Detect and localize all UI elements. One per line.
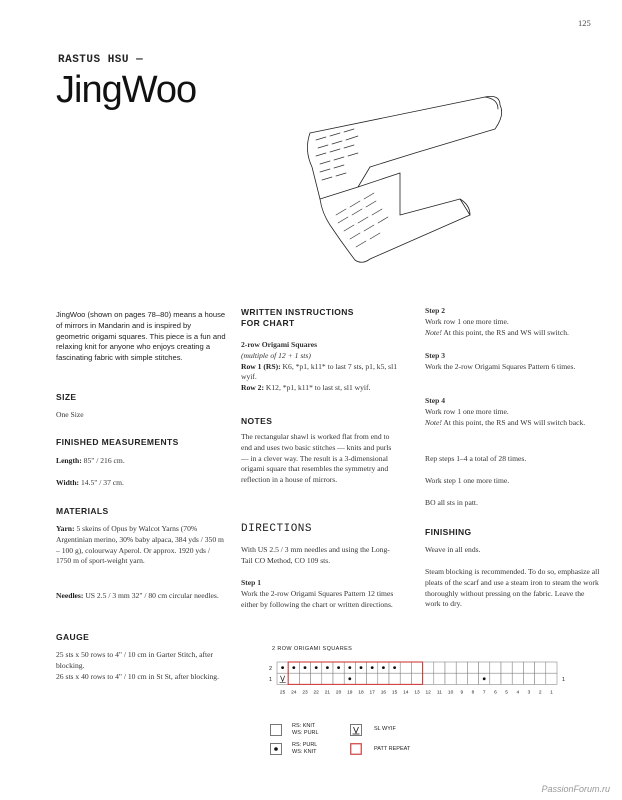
- legend-purl-text: [292, 742, 317, 756]
- chart-cell: [299, 673, 310, 684]
- width-line: [56, 478, 226, 489]
- chart-cell: [535, 662, 546, 673]
- chart-cell: [501, 662, 512, 673]
- purl-dot: [315, 666, 318, 669]
- scarf-illustration: [300, 95, 525, 270]
- page-number: 125: [578, 18, 591, 28]
- written-heading-line1: WRITTEN INSTRUCTIONS: [241, 307, 354, 317]
- purl-dot: [348, 677, 351, 680]
- chart-cell: [523, 673, 534, 684]
- notes-heading: NOTES: [241, 416, 273, 426]
- finishing-heading: FINISHING: [425, 527, 472, 537]
- chart-column-number: 6: [494, 690, 497, 696]
- step2-heading: Step 2: [425, 306, 446, 315]
- chart-column-number: 17: [369, 690, 375, 696]
- chart-cell: [490, 662, 501, 673]
- purl-dot: [393, 666, 396, 669]
- legend-purl-line1: RS: PURL: [292, 742, 318, 748]
- chart-cell: [367, 673, 378, 684]
- step3-heading: Step 3: [425, 351, 446, 360]
- finishing-blocking: Steam blocking is recommended. To do so, emphasize all pleats of the scarf and use a steam iron to steam the work thoroughly without pressing on the fabric. Leave the work to dry.: [425, 567, 600, 609]
- chart-column-number: 8: [471, 690, 475, 696]
- chart-column-number: 12: [425, 690, 431, 696]
- chart-cell: [523, 662, 534, 673]
- chart-column-number: 1: [550, 690, 553, 696]
- legend-repeat-text: PATT REPEAT: [374, 746, 411, 752]
- chart-row-label: 2: [269, 665, 273, 672]
- chart-cell: [445, 662, 456, 673]
- chart-cell: [445, 673, 456, 684]
- chart-column-number: 23: [302, 690, 308, 696]
- step2-note-text: At this point, the RS and WS will switch.: [441, 328, 569, 337]
- chart-cell: [423, 673, 434, 684]
- intro-text: JingWoo (shown on pages 78–80) means a house of mirrors in Mandarin and is inspired by geometric origami squares. This piece is a fun and relaxing knit for anyone who enjoys creating a fascinating fabric with simple stitches.: [56, 310, 226, 363]
- step4-heading: Step 4: [425, 396, 446, 405]
- legend-slip-text: SL WYIF: [374, 726, 396, 732]
- notes-text: The rectangular shawl is worked flat from end to end and uses two basic stitches — knits and purls — in a clever way. The result is a 3-dimensional origami square that resembles the symmetry and reflection in a house of mirrors.: [241, 432, 392, 485]
- gauge-garter: 25 sts x 50 rows to 4" / 10 cm in Garter Stitch, after blocking.: [56, 650, 214, 670]
- legend-knit-line1: RS: KNIT: [292, 723, 316, 729]
- purl-dot: [360, 666, 363, 669]
- finished-measurements-heading: FINISHED MEASUREMENTS: [56, 437, 179, 447]
- chart-cell: [535, 673, 546, 684]
- chart-column-number: 16: [380, 690, 387, 696]
- chart-cell: [333, 673, 344, 684]
- row1-label: Row 1 (RS):: [241, 361, 281, 371]
- chart-column-number: 4: [516, 690, 520, 696]
- chart-column-number: 10: [447, 690, 454, 696]
- repeat-steps: Rep steps 1–4 a total of 28 times.: [425, 454, 527, 463]
- width-label: Width:: [56, 478, 80, 487]
- size-heading: SIZE: [56, 392, 77, 402]
- purl-dot: [292, 666, 295, 669]
- written-instructions-body: [241, 340, 399, 394]
- materials-heading: MATERIALS: [56, 506, 109, 516]
- needles-text: [56, 591, 226, 602]
- chart-cell: [546, 673, 557, 684]
- chart-column-number: 20: [335, 690, 342, 696]
- chart-column-number: 5: [505, 690, 508, 696]
- chart-cell: [311, 673, 322, 684]
- written-heading-line2: FOR CHART: [241, 318, 295, 328]
- purl-dot: [337, 666, 340, 669]
- chart-cell: [355, 673, 366, 684]
- row1-instruction: [241, 362, 399, 384]
- chart-column-number: 21: [324, 690, 331, 696]
- legend-knit-symbol: [270, 724, 282, 736]
- chart-cell: [456, 662, 467, 673]
- chart-cell: [434, 673, 445, 684]
- pattern-name: 2-row Origami Squares: [241, 340, 318, 349]
- chart-cell: [467, 662, 478, 673]
- row2-instruction: [241, 383, 399, 394]
- chart-cell: [512, 662, 523, 673]
- width-value: 14.5" / 37 cm.: [79, 478, 124, 487]
- gauge-heading: GAUGE: [56, 632, 90, 642]
- step4-note-text: At this point, the RS and WS will switch back.: [441, 418, 586, 427]
- yarn-text: [56, 524, 226, 567]
- chart-column-number: 13: [414, 690, 420, 696]
- step2-note-label: Note!: [425, 328, 442, 337]
- length-label: Length:: [56, 456, 82, 465]
- chart-column-number: 14: [403, 690, 409, 696]
- chart-column-number: 3: [527, 690, 531, 696]
- row1-value: K6, *p1, k11* to last 7 sts, p1, k5, sl1 wyif.: [241, 361, 398, 382]
- legend-purl-line2: WS: KNIT: [292, 749, 317, 755]
- directions-text: With US 2.5 / 3 mm needles and using the Long-Tail CO Method, CO 109 sts.: [241, 545, 390, 565]
- chart-cell: [479, 662, 490, 673]
- chart-cell: [546, 662, 557, 673]
- yarn-label: Yarn:: [56, 524, 75, 533]
- knit-chart: [265, 660, 575, 705]
- chart-column-number: 22: [313, 690, 319, 696]
- purl-dot: [326, 666, 329, 669]
- step2-text: Work row 1 one more time.: [425, 317, 509, 326]
- chart-column-number: 9: [460, 690, 464, 696]
- step4-note: [425, 418, 601, 429]
- chart-column-number: 2: [538, 690, 542, 696]
- step4-note-label: Note!: [425, 418, 442, 427]
- chart-cell: [378, 673, 389, 684]
- length-line: [56, 456, 226, 467]
- chart-cell: [423, 662, 434, 673]
- bind-off: BO all sts in patt.: [425, 498, 478, 507]
- chart-cell: [434, 662, 445, 673]
- chart-cell: [389, 673, 400, 684]
- chart-column-number: 25: [279, 690, 286, 696]
- designer-name: RASTUS HSU —: [58, 54, 144, 66]
- written-instructions-heading: [241, 307, 399, 329]
- chart-column-number: 19: [347, 690, 353, 696]
- chart-column-number: 24: [291, 690, 297, 696]
- chart-cell: [490, 673, 501, 684]
- step2-note: [425, 328, 601, 339]
- chart-cell: [411, 662, 422, 673]
- watermark: PassionForum.ru: [541, 784, 610, 794]
- purl-dot: [281, 666, 284, 669]
- chart-cell: [501, 673, 512, 684]
- chart-cell: [400, 673, 411, 684]
- purl-dot: [304, 666, 307, 669]
- chart-cell: [400, 662, 411, 673]
- finishing-weave: Weave in all ends.: [425, 545, 481, 554]
- needles-value: US 2.5 / 3 mm 32" / 80 cm circular needles.: [83, 591, 219, 600]
- chart-cell: [288, 673, 299, 684]
- chart-cell: [322, 673, 333, 684]
- step1-text: Work the 2-row Origami Squares Pattern 12 times either by following the chart or written directions.: [241, 589, 394, 609]
- pattern-title: JingWoo: [56, 69, 197, 111]
- chart-column-number: 18: [358, 690, 364, 696]
- length-value: 85" / 216 cm.: [81, 456, 125, 465]
- step3-text: Work the 2-row Origami Squares Pattern 6 times.: [425, 362, 576, 371]
- gauge-stst: 26 sts x 40 rows to 4" / 10 cm in St St, after blocking.: [56, 672, 219, 681]
- legend-knit-text: [292, 723, 319, 737]
- row2-label: Row 2:: [241, 383, 264, 393]
- step1-again: Work step 1 one more time.: [425, 476, 510, 485]
- row2-value: K12, *p1, k11* to last st, sl1 wyif.: [264, 383, 371, 393]
- legend-purl-symbol: [270, 743, 282, 755]
- purl-dot: [348, 666, 351, 669]
- chart-column-number: 15: [391, 690, 398, 696]
- purl-dot: [483, 677, 486, 680]
- purl-dot: [382, 666, 385, 669]
- legend-repeat-symbol: [350, 743, 362, 755]
- purl-dot: [371, 666, 374, 669]
- directions-heading: DIRECTIONS: [241, 523, 313, 535]
- chart-cell: [411, 673, 422, 684]
- pattern-multiple: (multiple of 12 + 1 sts): [241, 350, 311, 360]
- step1-heading: Step 1: [241, 578, 262, 587]
- needles-label: Needles:: [56, 591, 84, 600]
- legend-slip-symbol: [350, 724, 362, 736]
- yarn-value: 5 skeins of Opus by Walcot Yarns (70% Argentinian merino, 30% baby alpaca, 384 yds / 350 m – 100 g), colourway Aperol. Or approx. 1920 yds / 1750 m of sport-weight yarn.: [56, 524, 224, 566]
- chart-cell: [467, 673, 478, 684]
- chart-row-label: 1: [269, 677, 273, 684]
- chart-title: 2 ROW ORIGAMI SQUARES: [272, 646, 353, 652]
- chart-column-number: 7: [482, 690, 486, 696]
- chart-cell: [456, 673, 467, 684]
- chart-row-label: 1: [562, 677, 566, 684]
- size-value: One Size: [56, 410, 84, 419]
- step4-text: Work row 1 one more time.: [425, 407, 509, 416]
- legend-knit-line2: WS: PURL: [292, 730, 319, 736]
- chart-cell: [277, 673, 288, 684]
- chart-column-number: 11: [436, 690, 442, 696]
- chart-cell: [512, 673, 523, 684]
